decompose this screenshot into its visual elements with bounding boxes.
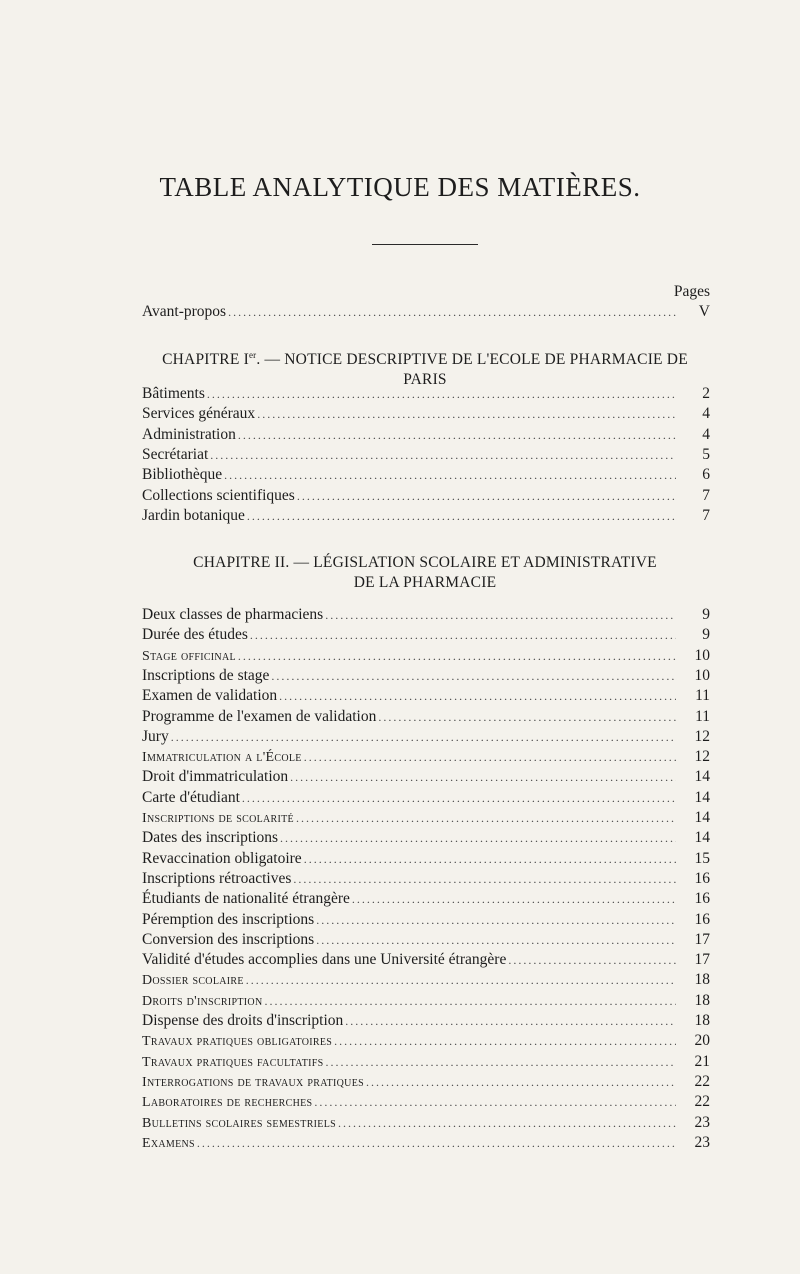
toc-entry-label: Bâtiments	[142, 385, 205, 402]
leader-dots	[171, 727, 676, 747]
toc-entry-page: 23	[694, 1133, 710, 1151]
leader-dots	[316, 910, 676, 930]
toc-entry	[142, 788, 710, 808]
leader-dots	[279, 686, 676, 706]
toc-entry	[142, 1052, 710, 1072]
toc-entry-label: Collections scientifiques	[142, 486, 295, 504]
toc-entry-page: 10	[694, 666, 710, 684]
toc-entry	[142, 849, 710, 869]
toc-entry	[142, 646, 710, 666]
toc-entry-label: Stage officinal	[142, 648, 236, 664]
leader-dots	[224, 465, 676, 485]
toc-entry-page: 22	[694, 1093, 710, 1111]
toc-entry	[142, 767, 710, 787]
toc-entry	[142, 910, 710, 930]
toc-entry	[142, 1113, 710, 1133]
toc-entry-page: 11	[695, 707, 710, 725]
toc-entry-page: 6	[702, 466, 710, 484]
leader-dots	[257, 404, 676, 424]
leader-dots	[238, 425, 676, 445]
toc-entry-label: Dispense des droits d'inscription	[142, 1012, 344, 1029]
pages-column-header: Pages	[673, 283, 710, 300]
toc-entry	[142, 625, 710, 645]
toc-entry	[142, 747, 710, 767]
toc-entry-label: Avant-propos	[142, 303, 227, 320]
leader-dots	[325, 1052, 676, 1072]
leader-dots	[316, 930, 676, 950]
leader-dots	[508, 950, 676, 970]
leader-dots	[304, 849, 676, 869]
toc-entry-label: Bibliothèque	[142, 466, 223, 484]
toc-entry-label: Jury	[142, 727, 169, 745]
toc-entry-page: 11	[695, 687, 710, 705]
toc-entry-page: 5	[702, 445, 710, 463]
chapter-1-heading-prefix: CHAPITRE I	[162, 351, 249, 369]
leader-dots	[228, 302, 676, 322]
leader-dots	[334, 1031, 676, 1051]
toc-entry	[142, 465, 710, 485]
toc-entry	[142, 828, 710, 848]
toc-entry	[142, 1011, 710, 1031]
leader-dots	[378, 707, 676, 727]
toc-entry-page: 16	[694, 869, 710, 887]
toc-entry	[142, 930, 710, 950]
toc-entry-page: 17	[694, 951, 710, 969]
toc-entry-label: Droits d'inscription	[142, 993, 263, 1009]
leader-dots	[210, 445, 676, 465]
toc-entry	[142, 384, 710, 404]
toc-entry	[142, 991, 710, 1011]
toc-entry-page: 10	[694, 646, 710, 664]
leader-dots	[345, 1011, 676, 1031]
toc-entry-label: Validité d'études accomplies dans une Université étrangère	[142, 951, 507, 969]
page-title: TABLE ANALYTIQUE DES MATIÈRES.	[159, 172, 641, 202]
toc-entry-label: Péremption des inscriptions	[142, 910, 315, 928]
toc-entry-label: Droit d'immatriculation	[142, 768, 289, 786]
toc-entry	[142, 869, 710, 889]
toc-entry	[142, 445, 710, 465]
toc-entry-page: 18	[694, 971, 710, 989]
toc-entry-page: 16	[694, 890, 710, 908]
toc-entry-page: 9	[702, 606, 710, 623]
toc-entry-label: Interrogations de travaux pratiques	[142, 1074, 364, 1090]
leader-dots	[338, 1113, 676, 1133]
leader-dots	[352, 889, 676, 909]
toc-entry-page: 16	[694, 910, 710, 928]
toc-entry-page: 15	[694, 849, 710, 867]
chapter-1-heading-sup: er	[248, 350, 257, 360]
toc-entry-label: Jardin botanique	[142, 506, 245, 524]
toc-entry-page: 4	[702, 405, 710, 423]
leader-dots	[297, 486, 676, 506]
toc-entry-page: 17	[694, 930, 710, 948]
leader-dots	[264, 991, 676, 1011]
toc-entry-page: 4	[702, 425, 710, 443]
toc-entry-page: 12	[694, 727, 710, 745]
leader-dots	[246, 970, 676, 990]
toc-entry-page: 18	[694, 991, 710, 1009]
toc-entry	[142, 486, 710, 506]
toc-entry-label: Durée des études	[142, 626, 248, 644]
toc-entry-label: Inscriptions de stage	[142, 666, 270, 684]
toc-entry-label: Travaux pratiques facultatifs	[142, 1054, 324, 1070]
toc-entry-label: Secrétariat	[142, 445, 209, 463]
leader-dots	[366, 1072, 676, 1092]
toc-entry	[142, 605, 710, 625]
leader-dots	[271, 666, 676, 686]
toc-entry-label: Revaccination obligatoire	[142, 849, 302, 867]
toc-entry-label: Examens	[142, 1135, 195, 1151]
leader-dots	[314, 1092, 676, 1112]
toc-entry-page: 18	[694, 1012, 710, 1029]
toc-entry	[142, 686, 710, 706]
toc-entry	[142, 1072, 710, 1092]
toc-entry	[142, 404, 710, 424]
leader-dots	[247, 506, 676, 526]
toc-entry-page: 7	[702, 486, 710, 504]
toc-entry-label: Inscriptions de scolarité	[142, 811, 294, 826]
title-divider	[372, 244, 478, 245]
leader-dots	[250, 625, 676, 645]
toc-entry-label: Administration	[142, 425, 236, 443]
leader-dots	[325, 605, 676, 625]
leader-dots	[242, 788, 676, 808]
chapter-2-heading-line-2: DE LA PHARMACIE	[353, 574, 497, 591]
toc-entry	[142, 727, 710, 747]
toc-entry-label: Examen de validation	[142, 687, 278, 705]
toc-entry-label: Conversion des inscriptions	[142, 930, 315, 948]
toc-entry	[142, 1031, 710, 1051]
toc-entry-label: Deux classes de pharmaciens	[142, 606, 324, 623]
leader-dots	[296, 808, 676, 828]
toc-entry	[142, 1133, 710, 1153]
leader-dots	[207, 384, 676, 404]
chapter-2-heading-line-1: CHAPITRE II. — LÉGISLATION SCOLAIRE ET ADMINISTRATIVE	[193, 554, 657, 571]
toc-entry-label: Services généraux	[142, 405, 256, 423]
toc-entry-page: 22	[694, 1072, 710, 1090]
toc-entry-label: Carte d'étudiant	[142, 788, 240, 806]
toc-entry-page: 14	[694, 809, 710, 826]
toc-entry-preface	[142, 302, 710, 322]
toc-entry-page: 20	[694, 1032, 710, 1050]
toc-entry-page: 2	[702, 385, 710, 402]
leader-dots	[238, 646, 676, 666]
toc-entry-label: Laboratoires de recherches	[142, 1095, 313, 1111]
toc-entry-page: 23	[694, 1113, 710, 1131]
leader-dots	[197, 1133, 676, 1153]
toc-entry-page: 21	[694, 1052, 710, 1070]
leader-dots	[293, 869, 676, 889]
toc-entry	[142, 1092, 710, 1112]
toc-entry	[142, 707, 710, 727]
toc-entry	[142, 425, 710, 445]
toc-entry-label: Dossier scolaire	[142, 973, 244, 989]
toc-entry-label: Immatriculation a l'École	[142, 750, 302, 766]
toc-entry-label: Programme de l'examen de validation	[142, 707, 377, 725]
toc-entry-label: Dates des inscriptions	[142, 829, 279, 847]
toc-entry-label: Étudiants de nationalité étrangère	[142, 890, 350, 908]
toc-entry	[142, 506, 710, 526]
toc-entry-page: 14	[694, 768, 710, 786]
toc-entry-page: 12	[694, 748, 710, 766]
leader-dots	[304, 747, 676, 767]
toc-entry-page: 14	[694, 829, 710, 847]
leader-dots	[280, 828, 676, 848]
chapter-1-heading-rest: . — NOTICE DESCRIPTIVE DE L'ECOLE DE PHARMACIE DE PARIS	[256, 351, 688, 389]
toc-entry-label: Travaux pratiques obligatoires	[142, 1034, 333, 1050]
toc-entry-page: V	[698, 303, 710, 320]
toc-entry	[142, 970, 710, 990]
toc-entry-page: 14	[694, 788, 710, 806]
toc-entry	[142, 666, 710, 686]
toc-entry	[142, 808, 710, 828]
toc-entry-page: 7	[702, 506, 710, 524]
toc-entry	[142, 889, 710, 909]
toc-entry-label: Bulletins scolaires semestriels	[142, 1115, 336, 1131]
toc-entry-label: Inscriptions rétroactives	[142, 869, 292, 887]
toc-entry	[142, 950, 710, 970]
toc-entry-page: 9	[702, 626, 710, 644]
leader-dots	[290, 767, 676, 787]
